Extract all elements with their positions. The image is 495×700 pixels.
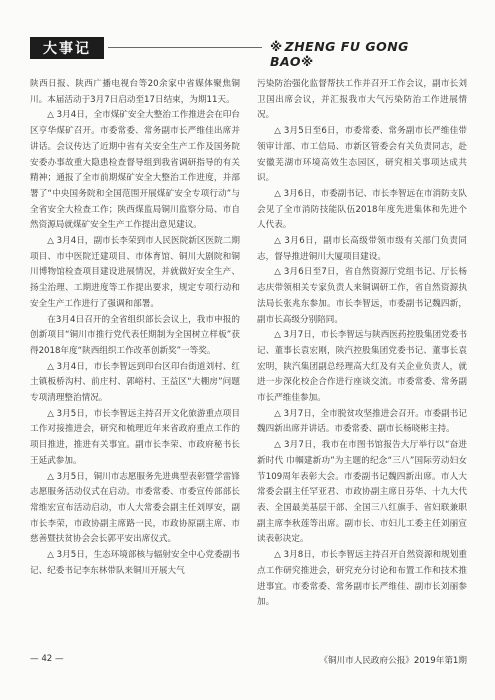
- page-footer: [30, 654, 467, 668]
- page-header: [30, 37, 467, 69]
- paragraph: △ 3月5日至6日，市委常委、常务副市长严维佳带领审计部、市工信局、市新区管委会有关负责同志，赴安徽芜湖市环境高效生态园区，研究相关事项达成共识。: [257, 126, 467, 184]
- paragraph: △ 3月5日，铜川市志愿服务先进典型表彰暨学雷锋志愿服务活动仪式在启动。市委常委、市委宣传部部长常维宏宣布活动启动，市人大常委会副主任刘厚安，副市长李荣，市政协副主席路一民，市政协原副主席、市慈善暨扶贫协会会长郭平安出席仪式。: [30, 471, 240, 545]
- paragraph: 污染防治强化监督帮扶工作并召开工作会议，副市长刘卫国出席会议，并汇报我市大气污染防治工作进展情况。: [257, 79, 467, 121]
- paragraph: △ 3月4日，全市煤矿安全大整治工作推进会在印台区亨华煤矿召开。市委常委、常务副市长严维佳出席并讲话。会议传达了近期中省有关安全生产工作及国务院安委办事故重大隐患检查督导组到我省调研指导的有关精神；通报了全市前期煤矿安全大整治工作进度，并部署了“中央国务院和全国范围开展煤矿安全专项行动”与全省安全大检查工作；陕西煤监局铜川监察分局、市自然资源局就煤矿安全生产工作提出意见建议。: [30, 110, 240, 231]
- paragraph: △ 3月4日，市长李智远到印台区印台街道刘村、红土镇板桥沟村、前庄村、郭峪村、王益区“大棚房”问题专项清理整治情况。: [30, 361, 240, 404]
- section-title: 大事记: [30, 37, 104, 59]
- paragraph: △ 3月5日，生态环境部核与辐射安全中心党委副书记、纪委书记李东林带队来铜川开展大气: [30, 550, 240, 576]
- paragraph: △ 3月5日，市长李智远主持召开文化旅游重点项目工作对接推进会，研究和梳理近年来省政府重点工作的项目推进，推进有关事宜。副市长李荣、市政府秘书长王延武参加。: [30, 408, 240, 466]
- publication-info: 《铜川市人民政府公报》2019年第1期: [319, 656, 467, 666]
- brand-text: ZHENG FU GONG BAO: [270, 39, 409, 69]
- brand-mark-icon: ※: [270, 39, 283, 54]
- paragraph: △ 3月6日，市委副书记、市长李智远在市消防支队会见了全市消防技能队伍2018年度先进集体和先进个人代表。: [257, 188, 467, 231]
- left-column: [30, 77, 240, 580]
- right-column: [257, 77, 467, 611]
- paragraph: △ 3月6日至7日，省自然资源厅党组书记、厅长杨志庆带领相关专家负责人来铜调研工作，省自然资源执法局长张兆东参加。市长李智远，市委副书记魏四新，副市长高级分别陪同。: [257, 267, 467, 325]
- page-number: — 42 —: [30, 654, 64, 664]
- brand-mark-end-icon: ※: [300, 54, 314, 69]
- paragraph: 陕西日报、陕西广播电视台等20余家中省媒体聚焦铜川。本届活动于3月7日启动至17日结束，为期11天。: [30, 79, 240, 105]
- paragraph: 在3月4日召开的全省组织部长会议上，我市申报的创新项目“铜川市推行党代表任期制为全国树立样板”获得2018年度“陕西组织工作改革创新奖”一等奖。: [30, 314, 240, 356]
- paragraph: △ 3月4日，副市长李荣到市人民医院新区医院二期项目、市中医院迁建项目、市体育馆、铜川大剧院和铜川博物馆检查项目建设进展情况，并就做好安全生产、扬尘治理、工期进度等工作提出要求，规定专项行动和安全生产工作进行了强调和部署。: [30, 236, 240, 309]
- paragraph: △ 3月6日，副市长高级带领市级有关部门负责同志，督导推进铜川大厦项目建设。: [257, 236, 467, 262]
- brand-banner: [262, 39, 467, 69]
- paragraph: △ 3月7日，市长李智远与陕西医药控股集团党委书记、董事长袁宏刚，陕汽控股集团党委书记、董事长袁宏明，陕汽集团副总经理高大红及有关企业负责人，就进一步深化校企合作进行座谈交流。市委常委、常务副市长严维佳参加。: [257, 330, 467, 404]
- paragraph: △ 3月7日，全市脱贫攻坚推进会召开。市委副书记魏四新出席并讲话。市委常委、副市长杨晓彬主持。: [257, 408, 467, 435]
- paragraph: △ 3月7日，我市在市图书馆报告大厅举行以“奋进新时代 巾帼建新功”为主题的纪念“三八”国际劳动妇女节109周年表彰大会。市委副书记魏四新出席。市人大常委会副主任罕亚君、市政协副主席日芬华、十九大代表、全国最美基层干部、全国三八红旗手、省妇联兼职副主席李秋莲等出席。副市长、市妇儿工委主任刘丽宣读表彰决定。: [257, 440, 467, 545]
- paragraph: △ 3月8日，市长李智远主持召开自然资源和规划重点工作研究推进会，研究充分讨论和布置工作和技术推进事宜。市委常委、常务副市长严维佳、副市长刘丽参加。: [257, 550, 467, 608]
